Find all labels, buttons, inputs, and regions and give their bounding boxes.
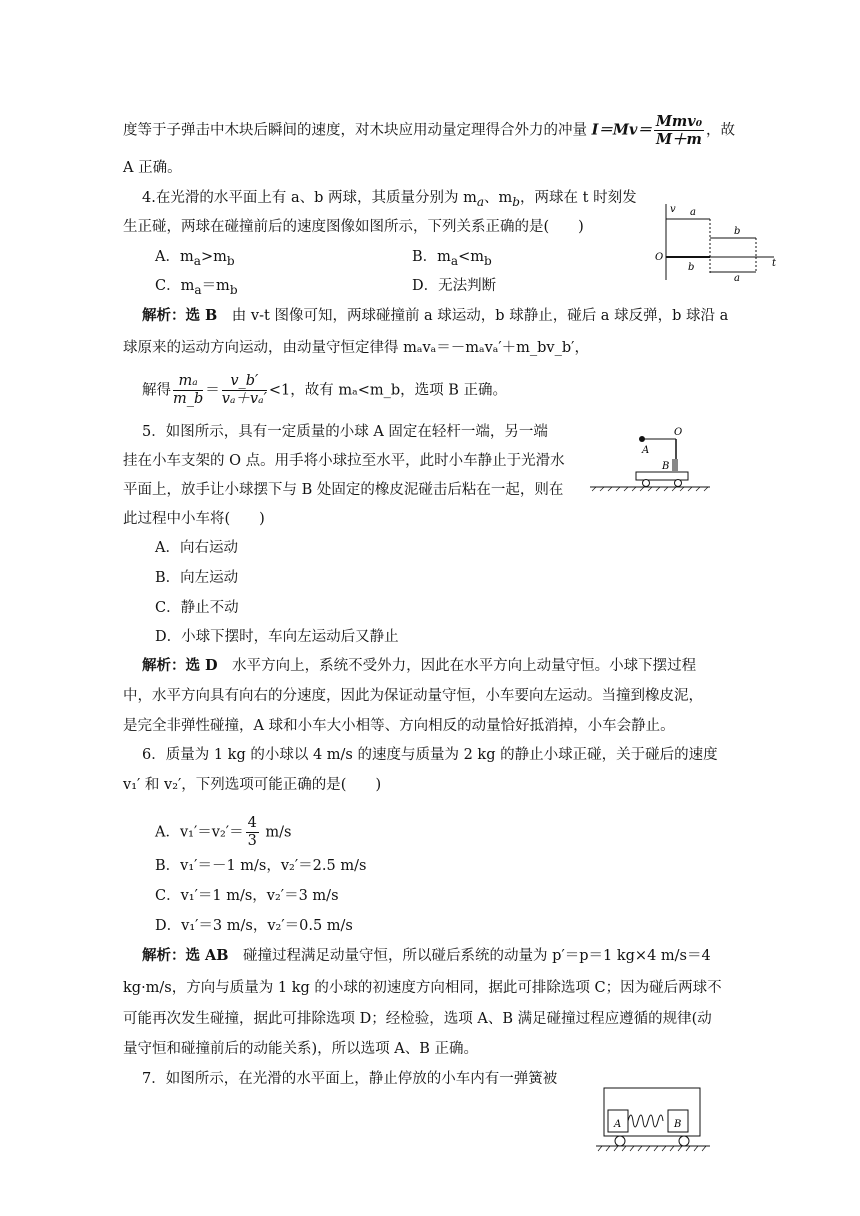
q6-opt-a-text: A．v₁′＝v₂′＝ bbox=[155, 824, 244, 841]
q3-fraction bbox=[654, 113, 704, 148]
q5-stem-2: 挂在小车支架的 O 点。用手将小球拉至水平，此时小车静止于光滑水 bbox=[123, 453, 565, 469]
q4-stem-2: 生正碰，两球在碰撞前后的速度图像如图所示，下列关系正确的是( ) bbox=[123, 219, 584, 235]
q6-option-d[interactable]: D．v₁′＝3 m/s，v₂′＝0.5 m/s bbox=[155, 918, 353, 934]
q4-f2-num: v_b′ bbox=[222, 373, 267, 391]
q4-opt-a-sub: a bbox=[193, 253, 201, 268]
q5-cart-figure bbox=[590, 425, 715, 493]
q6-analysis-3: 可能再次发生碰撞，据此可排除选项 D；经检验，选项 A、B 满足碰撞过程应遵循的规律(动 bbox=[123, 1011, 712, 1027]
label-b: B bbox=[674, 1119, 682, 1130]
q4-mass-ratio bbox=[173, 373, 203, 408]
q5-option-b[interactable]: B．向左运动 bbox=[155, 570, 239, 586]
wheel-right bbox=[675, 480, 682, 487]
q6-option-a[interactable] bbox=[155, 815, 292, 850]
q4-analysis-3 bbox=[142, 373, 507, 408]
b-before-label: b bbox=[688, 262, 695, 273]
q3-frac-den: M＋m bbox=[656, 131, 702, 148]
q6-stem-2: v₁′ 和 v₂′，下列选项可能正确的是( ) bbox=[123, 777, 382, 793]
q7-cart-spring-figure bbox=[594, 1084, 714, 1156]
q4-conclusion: <1，故有 mₐ<m_b，选项 B 正确。 bbox=[268, 382, 508, 399]
q5-analysis-1 bbox=[142, 656, 696, 676]
q6-opt-a-fraction bbox=[246, 815, 259, 850]
q4-stem-text2: 、m bbox=[484, 190, 513, 206]
q4-opt-a-sub2: b bbox=[226, 253, 235, 268]
label-a: A bbox=[614, 1119, 622, 1130]
spring bbox=[628, 1115, 663, 1127]
q6-analysis-text: 碰撞过程满足动量守恒，所以碰后系统的动量为 p′＝p＝1 kg×4 m/s＝4 bbox=[228, 948, 711, 964]
wheel-left bbox=[615, 1136, 625, 1146]
q4-option-c[interactable] bbox=[155, 276, 238, 300]
q4-sub-a: a bbox=[476, 194, 485, 209]
b-after-label: b bbox=[734, 226, 741, 237]
ball-a bbox=[639, 436, 645, 442]
q6-opt-a-unit: m/s bbox=[260, 824, 292, 841]
q3-text-end: ，故 bbox=[706, 122, 736, 139]
q5-analysis-3: 是完全非弹性碰撞，A 球和小车大小相等、方向相反的动量恰好抵消掉，小车会静止。 bbox=[123, 718, 675, 734]
q3-frac-num: Mmv₀ bbox=[655, 113, 703, 130]
q3-formula: I＝Mv＝ bbox=[591, 121, 652, 139]
q4-f1-num: mₐ bbox=[173, 373, 203, 391]
q5-stem-1: 5．如图所示，具有一定质量的小球 A 固定在轻杆一端，另一端 bbox=[142, 424, 548, 440]
q4-analysis-text: 由 v-t 图像可知，两球碰撞前 a 球运动，b 球静止，碰后 a 球反弹，b 球沿 a bbox=[217, 308, 729, 324]
q5-option-d[interactable]: D．小球下摆时，车向左运动后又静止 bbox=[155, 629, 399, 645]
q4-opt-b-sub2: b bbox=[484, 253, 492, 268]
q5-analysis-text: 水平方向上，系统不受外力，因此在水平方向上动量守恒。小球下摆过程 bbox=[217, 658, 697, 674]
q4-vt-graph bbox=[652, 200, 782, 282]
q6-opt-a-den: 3 bbox=[247, 833, 257, 849]
ground-hatch bbox=[592, 487, 708, 491]
q5-analysis-label: 解析：选 D bbox=[142, 657, 218, 674]
q6-opt-a-num: 4 bbox=[247, 815, 257, 831]
q3-line-1 bbox=[123, 113, 735, 148]
q4-analysis-label: 解析：选 B bbox=[142, 307, 218, 324]
q4-analysis-2: 球原来的运动方向运动，由动量守恒定律得 mₐvₐ＝－mₐvₐ′＋m_bv_b′， bbox=[123, 340, 589, 356]
q5-option-c[interactable]: C．静止不动 bbox=[155, 600, 239, 616]
q4-eq: ＝ bbox=[205, 382, 220, 399]
q5-analysis-2: 中，水平方向具有向右的分速度，因此为保证动量守恒，小车要向左运动。当撞到橡皮泥， bbox=[123, 688, 703, 704]
wheel-right bbox=[679, 1136, 689, 1146]
q4-opt-c-text2: ＝m bbox=[201, 278, 230, 294]
q6-stem-1: 6．质量为 1 kg 的小球以 4 m/s 的速度与质量为 2 kg 的静止小球正碰，关于碰后的速度 bbox=[142, 747, 718, 763]
q4-opt-b-text2: <m bbox=[458, 249, 485, 265]
q4-opt-a-text2: >m bbox=[200, 249, 227, 265]
q4-option-a[interactable] bbox=[155, 247, 235, 271]
q4-solve-text: 解得 bbox=[142, 382, 171, 399]
q4-stem-text3: ，两球在 t 时刻发 bbox=[520, 190, 637, 206]
q4-opt-b-sub: a bbox=[450, 253, 459, 268]
q4-f1-den: m_b bbox=[173, 391, 204, 407]
q4-option-d[interactable]: D．无法判断 bbox=[412, 278, 497, 294]
q6-option-c[interactable]: C．v₁′＝1 m/s，v₂′＝3 m/s bbox=[155, 888, 339, 904]
ground-hatch bbox=[598, 1146, 706, 1151]
q4-opt-c-sub2: b bbox=[229, 282, 238, 297]
label-b: B bbox=[662, 461, 670, 472]
q6-analysis-2: kg·m/s，方向与质量为 1 kg 的小球的初速度方向相同，据此可排除选项 C；因为碰后两球不 bbox=[123, 980, 722, 996]
q4-analysis-1 bbox=[142, 306, 728, 326]
a-after-label: a bbox=[734, 273, 740, 282]
origin-label: O bbox=[655, 252, 664, 263]
wheel-left bbox=[643, 480, 650, 487]
q3-text: 度等于子弹击中木块后瞬间的速度，对木块应用动量定理得合外力的冲量 bbox=[123, 122, 592, 139]
q6-analysis-4: 量守恒和碰撞前后的动能关系)，所以选项 A、B 正确。 bbox=[123, 1041, 479, 1057]
label-a: A bbox=[642, 445, 650, 456]
q4-opt-c-sub: a bbox=[194, 282, 202, 297]
q4-opt-a-text: A．m bbox=[155, 249, 194, 265]
q4-velocity-ratio bbox=[222, 373, 267, 408]
q6-option-b[interactable]: B．v₁′＝－1 m/s，v₂′＝2.5 m/s bbox=[155, 858, 367, 874]
a-top-label: a bbox=[690, 207, 696, 218]
q5-stem-3: 平面上，放手让小球摆下与 B 处固定的橡皮泥碰击后粘在一起，则在 bbox=[123, 482, 564, 498]
q4-f2-den: vₐ＋vₐ′ bbox=[221, 391, 267, 407]
putty-b bbox=[672, 459, 678, 472]
q6-analysis-1 bbox=[142, 946, 711, 966]
label-o: O bbox=[674, 427, 683, 438]
q6-analysis-label: 解析：选 AB bbox=[142, 947, 229, 964]
q5-stem-4: 此过程中小车将( ) bbox=[123, 511, 265, 527]
q5-option-a[interactable]: A．向右运动 bbox=[155, 540, 238, 556]
cart-body bbox=[636, 472, 688, 480]
q3-line-2: A 正确。 bbox=[123, 160, 182, 176]
q4-option-b[interactable] bbox=[412, 247, 492, 271]
q4-stem-text: 4.在光滑的水平面上有 a、b 两球，其质量分别为 m bbox=[142, 190, 477, 206]
q4-stem-1 bbox=[142, 188, 637, 212]
q7-stem-1: 7．如图所示，在光滑的水平面上，静止停放的小车内有一弹簧被 bbox=[142, 1071, 558, 1087]
t-label: t bbox=[772, 258, 777, 269]
v-label: v bbox=[670, 204, 676, 215]
q4-opt-b-text: B．m bbox=[412, 249, 451, 265]
q4-sub-b: b bbox=[512, 194, 521, 209]
q4-opt-c-text: C．m bbox=[155, 278, 195, 294]
